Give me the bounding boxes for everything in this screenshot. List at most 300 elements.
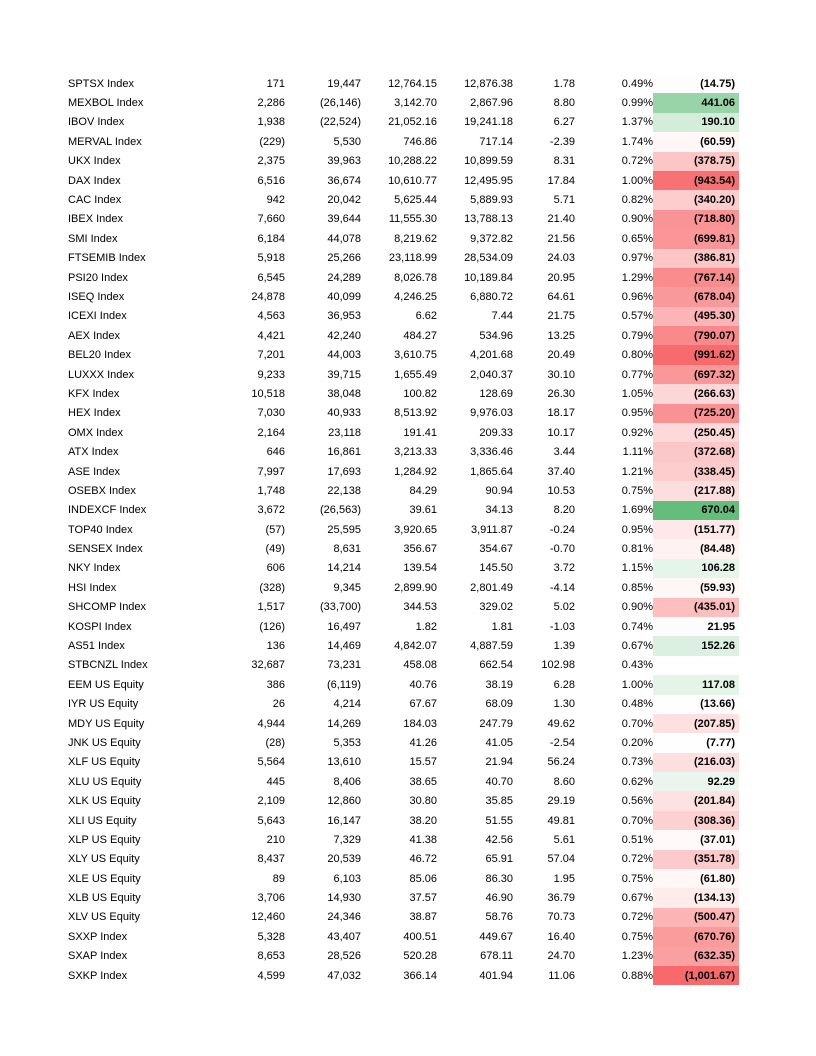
- security-name-cell[interactable]: XLE US Equity: [68, 872, 141, 885]
- security-name-cell[interactable]: SPTSX Index: [68, 77, 135, 90]
- value-cell-1[interactable]: 7,660: [257, 213, 285, 226]
- heatmap-value-cell[interactable]: (718.80): [653, 210, 739, 229]
- value-cell-3[interactable]: 15.57: [409, 756, 437, 769]
- value-cell-5[interactable]: 5.61: [553, 833, 575, 846]
- value-cell-4[interactable]: 34.13: [485, 504, 513, 517]
- value-cell-2[interactable]: 9,345: [333, 581, 361, 594]
- value-cell-1[interactable]: (28): [265, 736, 285, 749]
- value-cell-2[interactable]: 24,346: [327, 911, 361, 924]
- heatmap-value-cell[interactable]: (378.75): [653, 152, 739, 171]
- value-cell-4[interactable]: 534.96: [479, 329, 513, 342]
- value-cell-1[interactable]: 8,437: [257, 853, 285, 866]
- percent-cell[interactable]: 0.74%: [621, 620, 653, 633]
- value-cell-4[interactable]: 209.33: [479, 426, 513, 439]
- security-name-cell[interactable]: NKY Index: [68, 562, 121, 575]
- value-cell-2[interactable]: 43,407: [327, 930, 361, 943]
- value-cell-1[interactable]: (49): [265, 543, 285, 556]
- value-cell-1[interactable]: 24,878: [251, 290, 285, 303]
- value-cell-1[interactable]: 6,545: [257, 271, 285, 284]
- percent-cell[interactable]: 0.70%: [621, 717, 653, 730]
- value-cell-5[interactable]: 8.80: [553, 97, 575, 110]
- percent-cell[interactable]: 1.69%: [621, 504, 653, 517]
- value-cell-5[interactable]: 16.40: [547, 930, 575, 943]
- heatmap-value-cell[interactable]: (435.01): [653, 598, 739, 617]
- value-cell-5[interactable]: 5.02: [553, 601, 575, 614]
- value-cell-1[interactable]: 2,164: [257, 426, 285, 439]
- value-cell-5[interactable]: 21.40: [547, 213, 575, 226]
- security-name-cell[interactable]: XLP US Equity: [68, 833, 141, 846]
- value-cell-2[interactable]: 5,530: [333, 135, 361, 148]
- value-cell-2[interactable]: 20,042: [327, 194, 361, 207]
- value-cell-1[interactable]: 1,748: [257, 484, 285, 497]
- value-cell-5[interactable]: 11.06: [548, 969, 575, 982]
- value-cell-3[interactable]: 2,899.90: [394, 581, 437, 594]
- heatmap-value-cell[interactable]: (338.45): [653, 462, 739, 481]
- security-name-cell[interactable]: UKX Index: [68, 155, 121, 168]
- value-cell-2[interactable]: (26,563): [320, 504, 361, 517]
- value-cell-1[interactable]: (57): [265, 523, 285, 536]
- heatmap-value-cell[interactable]: (699.81): [653, 229, 739, 248]
- value-cell-1[interactable]: 9,233: [257, 368, 285, 381]
- security-name-cell[interactable]: MDY US Equity: [68, 717, 145, 730]
- security-name-cell[interactable]: SXKP Index: [68, 969, 128, 982]
- value-cell-1[interactable]: 4,421: [257, 329, 285, 342]
- value-cell-3[interactable]: 21,052.16: [388, 116, 437, 129]
- value-cell-5[interactable]: -0.70: [549, 543, 575, 556]
- security-name-cell[interactable]: SENSEX Index: [68, 543, 143, 556]
- security-name-cell[interactable]: SXXP Index: [68, 930, 128, 943]
- value-cell-5[interactable]: -1.03: [549, 620, 575, 633]
- percent-cell[interactable]: 0.49%: [621, 77, 653, 90]
- percent-cell[interactable]: 0.92%: [621, 426, 653, 439]
- percent-cell[interactable]: 0.95%: [621, 407, 653, 420]
- security-name-cell[interactable]: ATX Index: [68, 446, 119, 459]
- value-cell-3[interactable]: 184.03: [403, 717, 437, 730]
- value-cell-3[interactable]: 37.57: [409, 892, 437, 905]
- value-cell-2[interactable]: (6,119): [326, 678, 361, 691]
- value-cell-4[interactable]: 58.76: [485, 911, 513, 924]
- heatmap-value-cell[interactable]: (697.32): [653, 365, 739, 384]
- security-name-cell[interactable]: JNK US Equity: [68, 736, 141, 749]
- value-cell-2[interactable]: 16,861: [327, 446, 361, 459]
- value-cell-4[interactable]: 449.67: [479, 930, 513, 943]
- value-cell-5[interactable]: 30.10: [547, 368, 575, 381]
- value-cell-4[interactable]: 4,887.59: [470, 640, 513, 653]
- value-cell-4[interactable]: 4,201.68: [470, 349, 513, 362]
- value-cell-2[interactable]: 5,353: [333, 736, 361, 749]
- heatmap-value-cell[interactable]: (351.78): [653, 850, 739, 869]
- value-cell-5[interactable]: 102.98: [541, 659, 575, 672]
- percent-cell[interactable]: 0.90%: [621, 213, 653, 226]
- value-cell-2[interactable]: 44,078: [327, 232, 361, 245]
- security-name-cell[interactable]: ASE Index: [68, 465, 120, 478]
- value-cell-1[interactable]: 5,564: [257, 756, 285, 769]
- security-name-cell[interactable]: OMX Index: [68, 426, 124, 439]
- security-name-cell[interactable]: ICEXI Index: [68, 310, 127, 323]
- percent-cell[interactable]: 0.75%: [621, 484, 653, 497]
- heatmap-value-cell[interactable]: 152.26: [653, 636, 739, 655]
- value-cell-4[interactable]: 128.69: [479, 387, 513, 400]
- value-cell-2[interactable]: (33,700): [320, 601, 361, 614]
- value-cell-1[interactable]: 3,672: [257, 504, 285, 517]
- value-cell-1[interactable]: 445: [266, 775, 285, 788]
- heatmap-value-cell[interactable]: (207.85): [653, 714, 739, 733]
- value-cell-5[interactable]: -2.39: [549, 135, 575, 148]
- value-cell-2[interactable]: 25,266: [327, 252, 361, 265]
- heatmap-value-cell[interactable]: (372.68): [653, 442, 739, 461]
- percent-cell[interactable]: 0.57%: [621, 310, 653, 323]
- heatmap-value-cell[interactable]: (250.45): [653, 423, 739, 442]
- percent-cell[interactable]: 0.75%: [621, 872, 653, 885]
- value-cell-2[interactable]: 73,231: [327, 659, 361, 672]
- percent-cell[interactable]: 0.95%: [621, 523, 653, 536]
- value-cell-3[interactable]: 139.54: [403, 562, 437, 575]
- value-cell-3[interactable]: 1,655.49: [394, 368, 437, 381]
- value-cell-1[interactable]: 4,944: [257, 717, 285, 730]
- security-name-cell[interactable]: ISEQ Index: [68, 290, 125, 303]
- percent-cell[interactable]: 1.23%: [621, 950, 653, 963]
- security-name-cell[interactable]: STBCNZL Index: [68, 659, 148, 672]
- heatmap-value-cell[interactable]: (767.14): [653, 268, 739, 287]
- value-cell-4[interactable]: 2,867.96: [470, 97, 513, 110]
- value-cell-2[interactable]: 36,953: [327, 310, 361, 323]
- value-cell-2[interactable]: 12,860: [327, 795, 361, 808]
- value-cell-4[interactable]: 401.94: [479, 969, 513, 982]
- value-cell-4[interactable]: 9,976.03: [470, 407, 513, 420]
- value-cell-1[interactable]: 210: [266, 833, 285, 846]
- value-cell-2[interactable]: 22,138: [327, 484, 361, 497]
- security-name-cell[interactable]: LUXXX Index: [68, 368, 135, 381]
- security-name-cell[interactable]: AEX Index: [68, 329, 120, 342]
- value-cell-5[interactable]: 21.56: [547, 232, 575, 245]
- percent-cell[interactable]: 0.80%: [621, 349, 653, 362]
- value-cell-5[interactable]: 8.60: [553, 775, 575, 788]
- security-name-cell[interactable]: XLV US Equity: [68, 911, 140, 924]
- value-cell-5[interactable]: 1.30: [553, 698, 575, 711]
- value-cell-3[interactable]: 100.82: [403, 387, 437, 400]
- value-cell-2[interactable]: 38,048: [327, 387, 361, 400]
- heatmap-value-cell[interactable]: (943.54): [653, 171, 739, 190]
- heatmap-value-cell[interactable]: (1,001.67): [653, 966, 739, 985]
- value-cell-5[interactable]: -2.54: [549, 736, 575, 749]
- value-cell-5[interactable]: 37.40: [547, 465, 575, 478]
- percent-cell[interactable]: 1.11%: [622, 446, 653, 459]
- value-cell-5[interactable]: 10.53: [547, 484, 575, 497]
- value-cell-4[interactable]: 329.02: [479, 601, 513, 614]
- heatmap-value-cell[interactable]: (14.75): [653, 74, 739, 93]
- value-cell-1[interactable]: 2,375: [257, 155, 285, 168]
- value-cell-3[interactable]: 400.51: [403, 930, 437, 943]
- heatmap-value-cell[interactable]: (84.48): [653, 539, 739, 558]
- percent-cell[interactable]: 0.56%: [621, 795, 653, 808]
- heatmap-value-cell[interactable]: (500.47): [653, 908, 739, 927]
- security-name-cell[interactable]: INDEXCF Index: [68, 504, 147, 517]
- value-cell-1[interactable]: 32,687: [251, 659, 285, 672]
- value-cell-3[interactable]: 38.20: [409, 814, 437, 827]
- heatmap-value-cell[interactable]: (201.84): [653, 791, 739, 810]
- security-name-cell[interactable]: FTSEMIB Index: [68, 252, 146, 265]
- security-name-cell[interactable]: XLF US Equity: [68, 756, 141, 769]
- value-cell-1[interactable]: 6,184: [257, 232, 285, 245]
- value-cell-4[interactable]: 42.56: [485, 833, 513, 846]
- value-cell-3[interactable]: 8,513.92: [394, 407, 437, 420]
- value-cell-4[interactable]: 38.19: [485, 678, 513, 691]
- value-cell-3[interactable]: 3,920.65: [394, 523, 437, 536]
- value-cell-3[interactable]: 366.14: [403, 969, 437, 982]
- value-cell-4[interactable]: 21.94: [485, 756, 513, 769]
- security-name-cell[interactable]: XLY US Equity: [68, 853, 140, 866]
- value-cell-4[interactable]: 5,889.93: [470, 194, 513, 207]
- heatmap-value-cell[interactable]: 670.04: [653, 501, 739, 520]
- heatmap-value-cell[interactable]: (725.20): [653, 404, 739, 423]
- value-cell-5[interactable]: 26.30: [547, 387, 575, 400]
- percent-cell[interactable]: 1.29%: [621, 271, 653, 284]
- percent-cell[interactable]: 1.05%: [621, 387, 653, 400]
- value-cell-4[interactable]: 35.85: [485, 795, 513, 808]
- percent-cell[interactable]: 1.37%: [621, 116, 653, 129]
- value-cell-3[interactable]: 38.65: [409, 775, 437, 788]
- value-cell-1[interactable]: (229): [259, 135, 285, 148]
- value-cell-5[interactable]: 64.61: [547, 290, 575, 303]
- value-cell-4[interactable]: 19,241.18: [464, 116, 513, 129]
- percent-cell[interactable]: 0.79%: [621, 329, 653, 342]
- value-cell-3[interactable]: 1.82: [415, 620, 437, 633]
- value-cell-3[interactable]: 41.26: [409, 736, 437, 749]
- heatmap-value-cell[interactable]: [653, 656, 739, 675]
- value-cell-1[interactable]: 4,563: [257, 310, 285, 323]
- value-cell-2[interactable]: 7,329: [333, 833, 361, 846]
- value-cell-3[interactable]: 3,610.75: [394, 349, 437, 362]
- value-cell-2[interactable]: 25,595: [327, 523, 361, 536]
- heatmap-value-cell[interactable]: 21.95: [653, 617, 739, 636]
- value-cell-3[interactable]: 40.76: [409, 678, 437, 691]
- percent-cell[interactable]: 0.97%: [621, 252, 653, 265]
- value-cell-5[interactable]: 49.62: [547, 717, 575, 730]
- value-cell-4[interactable]: 7.44: [491, 310, 513, 323]
- value-cell-2[interactable]: 14,269: [327, 717, 361, 730]
- value-cell-3[interactable]: 5,625.44: [394, 194, 437, 207]
- heatmap-value-cell[interactable]: (134.13): [653, 888, 739, 907]
- security-name-cell[interactable]: XLU US Equity: [68, 775, 142, 788]
- value-cell-5[interactable]: 21.75: [547, 310, 575, 323]
- value-cell-5[interactable]: 8.31: [553, 155, 575, 168]
- value-cell-4[interactable]: 86.30: [485, 872, 513, 885]
- value-cell-1[interactable]: 8,653: [257, 950, 285, 963]
- value-cell-4[interactable]: 41.05: [485, 736, 513, 749]
- value-cell-5[interactable]: 56.24: [547, 756, 575, 769]
- value-cell-3[interactable]: 38.87: [409, 911, 437, 924]
- security-name-cell[interactable]: OSEBX Index: [68, 484, 136, 497]
- value-cell-4[interactable]: 354.67: [479, 543, 513, 556]
- security-name-cell[interactable]: XLK US Equity: [68, 795, 141, 808]
- value-cell-1[interactable]: 6,516: [257, 174, 285, 187]
- heatmap-value-cell[interactable]: (60.59): [653, 132, 739, 151]
- value-cell-2[interactable]: 4,214: [333, 698, 361, 711]
- heatmap-value-cell[interactable]: (151.77): [653, 520, 739, 539]
- value-cell-2[interactable]: 14,469: [327, 640, 361, 653]
- value-cell-2[interactable]: 42,240: [327, 329, 361, 342]
- value-cell-4[interactable]: 65.91: [485, 853, 513, 866]
- value-cell-5[interactable]: 10.17: [547, 426, 575, 439]
- value-cell-1[interactable]: 10,518: [251, 387, 285, 400]
- value-cell-4[interactable]: 10,189.84: [464, 271, 513, 284]
- heatmap-value-cell[interactable]: (790.07): [653, 326, 739, 345]
- value-cell-5[interactable]: 3.72: [553, 562, 575, 575]
- value-cell-1[interactable]: 171: [266, 77, 285, 90]
- security-name-cell[interactable]: KOSPI Index: [68, 620, 132, 633]
- value-cell-1[interactable]: 26: [272, 698, 285, 711]
- heatmap-value-cell[interactable]: (61.80): [653, 869, 739, 888]
- value-cell-1[interactable]: 89: [272, 872, 285, 885]
- percent-cell[interactable]: 0.67%: [621, 892, 653, 905]
- heatmap-value-cell[interactable]: (13.66): [653, 695, 739, 714]
- value-cell-2[interactable]: 47,032: [327, 969, 361, 982]
- value-cell-4[interactable]: 3,336.46: [470, 446, 513, 459]
- heatmap-value-cell[interactable]: (266.63): [653, 384, 739, 403]
- value-cell-3[interactable]: 8,219.62: [394, 232, 437, 245]
- value-cell-2[interactable]: 44,003: [327, 349, 361, 362]
- value-cell-2[interactable]: 16,497: [327, 620, 361, 633]
- value-cell-1[interactable]: (126): [259, 620, 285, 633]
- percent-cell[interactable]: 0.77%: [621, 368, 653, 381]
- value-cell-2[interactable]: 8,631: [333, 543, 361, 556]
- heatmap-value-cell[interactable]: (678.04): [653, 287, 739, 306]
- value-cell-5[interactable]: 29.19: [547, 795, 575, 808]
- value-cell-5[interactable]: 17.84: [547, 174, 575, 187]
- percent-cell[interactable]: 0.81%: [621, 543, 653, 556]
- value-cell-4[interactable]: 2,801.49: [470, 581, 513, 594]
- value-cell-2[interactable]: 39,715: [327, 368, 361, 381]
- value-cell-2[interactable]: 40,099: [327, 290, 361, 303]
- security-name-cell[interactable]: XLI US Equity: [68, 814, 137, 827]
- heatmap-value-cell[interactable]: (37.01): [653, 830, 739, 849]
- value-cell-2[interactable]: 6,103: [333, 872, 361, 885]
- value-cell-1[interactable]: 5,328: [257, 930, 285, 943]
- value-cell-3[interactable]: 1,284.92: [394, 465, 437, 478]
- value-cell-2[interactable]: 39,644: [327, 213, 361, 226]
- value-cell-4[interactable]: 662.54: [479, 659, 513, 672]
- value-cell-3[interactable]: 12,764.15: [388, 77, 437, 90]
- value-cell-4[interactable]: 12,495.95: [464, 174, 513, 187]
- value-cell-5[interactable]: -0.24: [549, 523, 575, 536]
- percent-cell[interactable]: 0.75%: [621, 930, 653, 943]
- security-name-cell[interactable]: CAC Index: [68, 194, 122, 207]
- value-cell-2[interactable]: 8,406: [333, 775, 361, 788]
- value-cell-3[interactable]: 344.53: [403, 601, 437, 614]
- security-name-cell[interactable]: DAX Index: [68, 174, 121, 187]
- percent-cell[interactable]: 0.96%: [621, 290, 653, 303]
- value-cell-3[interactable]: 11,555.30: [388, 213, 437, 226]
- value-cell-1[interactable]: 386: [266, 678, 285, 691]
- heatmap-value-cell[interactable]: 106.28: [653, 559, 739, 578]
- heatmap-value-cell[interactable]: (670.76): [653, 927, 739, 946]
- security-name-cell[interactable]: AS51 Index: [68, 640, 125, 653]
- value-cell-1[interactable]: (328): [259, 581, 285, 594]
- value-cell-1[interactable]: 2,286: [257, 97, 285, 110]
- value-cell-1[interactable]: 5,643: [257, 814, 285, 827]
- percent-cell[interactable]: 0.48%: [621, 698, 653, 711]
- value-cell-4[interactable]: 717.14: [479, 135, 513, 148]
- percent-cell[interactable]: 0.62%: [621, 775, 653, 788]
- value-cell-3[interactable]: 4,246.25: [394, 290, 437, 303]
- security-name-cell[interactable]: HSI Index: [68, 581, 117, 594]
- percent-cell[interactable]: 0.20%: [621, 736, 653, 749]
- value-cell-2[interactable]: 14,930: [327, 892, 361, 905]
- percent-cell[interactable]: 1.00%: [621, 174, 653, 187]
- percent-cell[interactable]: 1.00%: [621, 678, 653, 691]
- value-cell-1[interactable]: 1,938: [257, 116, 285, 129]
- percent-cell[interactable]: 1.15%: [621, 562, 653, 575]
- value-cell-4[interactable]: 1.81: [491, 620, 513, 633]
- value-cell-3[interactable]: 85.06: [409, 872, 437, 885]
- value-cell-2[interactable]: 24,289: [327, 271, 361, 284]
- value-cell-5[interactable]: 13.25: [547, 329, 575, 342]
- value-cell-1[interactable]: 7,030: [257, 407, 285, 420]
- value-cell-2[interactable]: 28,526: [327, 950, 361, 963]
- value-cell-3[interactable]: 356.67: [403, 543, 437, 556]
- value-cell-5[interactable]: 1.95: [553, 872, 575, 885]
- value-cell-4[interactable]: 90.94: [485, 484, 513, 497]
- heatmap-value-cell[interactable]: (216.03): [653, 753, 739, 772]
- value-cell-5[interactable]: 20.49: [547, 349, 575, 362]
- percent-cell[interactable]: 0.72%: [621, 911, 653, 924]
- percent-cell[interactable]: 0.90%: [621, 601, 653, 614]
- value-cell-1[interactable]: 2,109: [257, 795, 285, 808]
- percent-cell[interactable]: 0.73%: [621, 756, 653, 769]
- value-cell-4[interactable]: 10,899.59: [464, 155, 513, 168]
- value-cell-4[interactable]: 247.79: [479, 717, 513, 730]
- security-name-cell[interactable]: SHCOMP Index: [68, 601, 147, 614]
- value-cell-4[interactable]: 1,865.64: [470, 465, 513, 478]
- percent-cell[interactable]: 1.74%: [621, 135, 653, 148]
- value-cell-5[interactable]: 20.95: [547, 271, 575, 284]
- percent-cell[interactable]: 0.99%: [621, 97, 653, 110]
- security-name-cell[interactable]: BEL20 Index: [68, 349, 131, 362]
- value-cell-2[interactable]: 14,214: [327, 562, 361, 575]
- heatmap-value-cell[interactable]: (632.35): [653, 947, 739, 966]
- value-cell-3[interactable]: 3,213.33: [394, 446, 437, 459]
- security-name-cell[interactable]: MERVAL Index: [68, 135, 142, 148]
- value-cell-4[interactable]: 28,534.09: [464, 252, 513, 265]
- value-cell-3[interactable]: 39.61: [409, 504, 437, 517]
- value-cell-2[interactable]: 13,610: [327, 756, 361, 769]
- heatmap-value-cell[interactable]: 92.29: [653, 772, 739, 791]
- value-cell-3[interactable]: 41.38: [409, 833, 437, 846]
- value-cell-4[interactable]: 678.11: [480, 950, 513, 963]
- value-cell-5[interactable]: 18.17: [547, 407, 575, 420]
- value-cell-4[interactable]: 3,911.87: [470, 523, 513, 536]
- value-cell-5[interactable]: 70.73: [547, 911, 575, 924]
- value-cell-4[interactable]: 145.50: [479, 562, 513, 575]
- value-cell-1[interactable]: 5,918: [257, 252, 285, 265]
- value-cell-5[interactable]: 24.70: [547, 950, 575, 963]
- value-cell-1[interactable]: 606: [266, 562, 285, 575]
- value-cell-2[interactable]: 40,933: [327, 407, 361, 420]
- value-cell-5[interactable]: 3.44: [553, 446, 575, 459]
- value-cell-2[interactable]: (22,524): [320, 116, 361, 129]
- value-cell-5[interactable]: 49.81: [547, 814, 575, 827]
- value-cell-3[interactable]: 67.67: [409, 698, 437, 711]
- heatmap-value-cell[interactable]: (386.81): [653, 249, 739, 268]
- value-cell-3[interactable]: 458.08: [403, 659, 437, 672]
- value-cell-5[interactable]: 8.20: [553, 504, 575, 517]
- heatmap-value-cell[interactable]: (59.93): [653, 578, 739, 597]
- value-cell-2[interactable]: 36,674: [327, 174, 361, 187]
- value-cell-2[interactable]: 19,447: [327, 77, 361, 90]
- value-cell-4[interactable]: 6,880.72: [470, 290, 513, 303]
- security-name-cell[interactable]: HEX Index: [68, 407, 121, 420]
- value-cell-5[interactable]: 6.28: [553, 678, 575, 691]
